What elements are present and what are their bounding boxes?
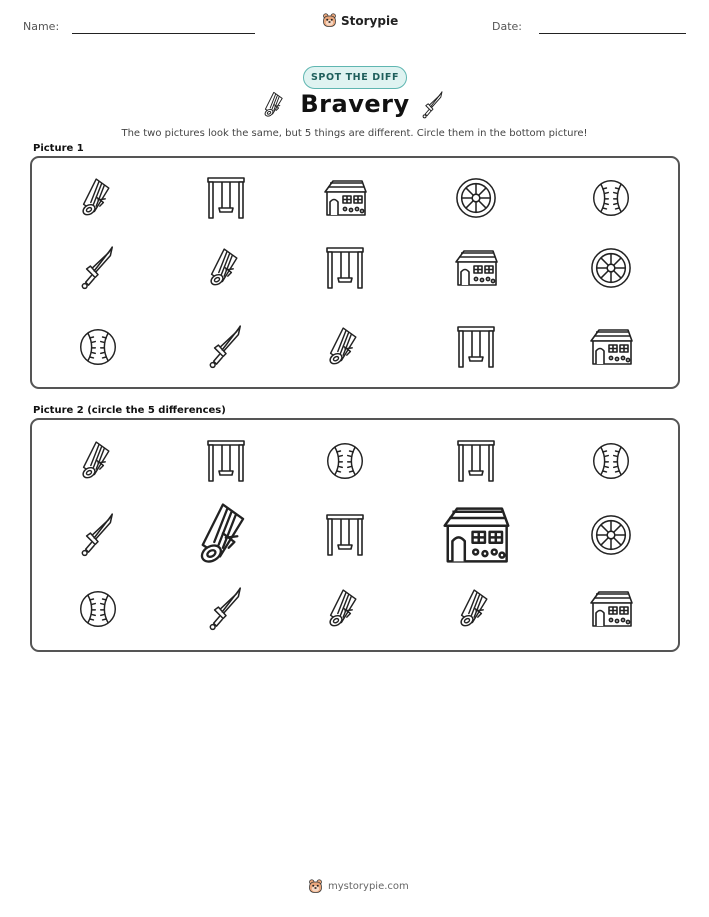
activity-badge xyxy=(303,66,407,89)
storypie-mascot-icon xyxy=(322,13,337,28)
name-label: Name: xyxy=(23,20,60,33)
date-label: Date: xyxy=(492,20,522,33)
picture-2-label: Picture 2 (circle the 5 differences) xyxy=(33,405,226,416)
storypie-mascot-icon xyxy=(308,879,323,894)
house-icon[interactable] xyxy=(440,504,511,566)
shield-icon xyxy=(455,177,497,219)
scroll-icon xyxy=(327,324,363,370)
house-icon xyxy=(588,327,634,367)
scroll-icon[interactable] xyxy=(197,498,255,572)
footer-url: mystorypie.com xyxy=(328,881,409,892)
swing-icon[interactable] xyxy=(325,513,365,557)
footer xyxy=(308,879,409,894)
baseball-icon[interactable] xyxy=(591,441,631,481)
swing-icon[interactable] xyxy=(456,439,496,483)
scroll-icon xyxy=(80,175,116,221)
scroll-icon xyxy=(262,90,288,120)
scroll-icon xyxy=(208,245,244,291)
swing-icon xyxy=(206,176,246,220)
house-icon xyxy=(453,248,499,288)
baseball-icon[interactable] xyxy=(325,441,365,481)
baseball-icon xyxy=(591,178,631,218)
house-icon[interactable] xyxy=(588,589,634,629)
shield-icon xyxy=(590,247,632,289)
scroll-icon[interactable] xyxy=(80,438,116,484)
brand-logo xyxy=(322,13,398,28)
swing-icon xyxy=(456,325,496,369)
picture-1-label: Picture 1 xyxy=(33,143,84,154)
swing-icon[interactable] xyxy=(206,439,246,483)
date-line[interactable] xyxy=(539,33,686,34)
baseball-icon xyxy=(78,327,118,367)
name-line[interactable] xyxy=(72,33,255,34)
house-icon xyxy=(322,178,368,218)
shield-icon[interactable] xyxy=(590,514,632,556)
baseball-icon[interactable] xyxy=(78,589,118,629)
sword-icon xyxy=(79,244,117,292)
sword-icon[interactable] xyxy=(79,511,117,559)
brand-name: Storypie xyxy=(341,13,399,28)
scroll-icon[interactable] xyxy=(327,586,363,632)
sword-icon xyxy=(420,90,446,120)
page-title: Bravery xyxy=(300,90,410,118)
instructions: The two pictures look the same, but 5 things are different. Circle them in the bottom picture! xyxy=(121,128,588,139)
scroll-icon[interactable] xyxy=(458,586,494,632)
sword-icon[interactable] xyxy=(207,585,245,633)
swing-icon xyxy=(325,246,365,290)
sword-icon xyxy=(207,323,245,371)
activity-badge-text: SPOT THE DIFF xyxy=(310,72,400,83)
